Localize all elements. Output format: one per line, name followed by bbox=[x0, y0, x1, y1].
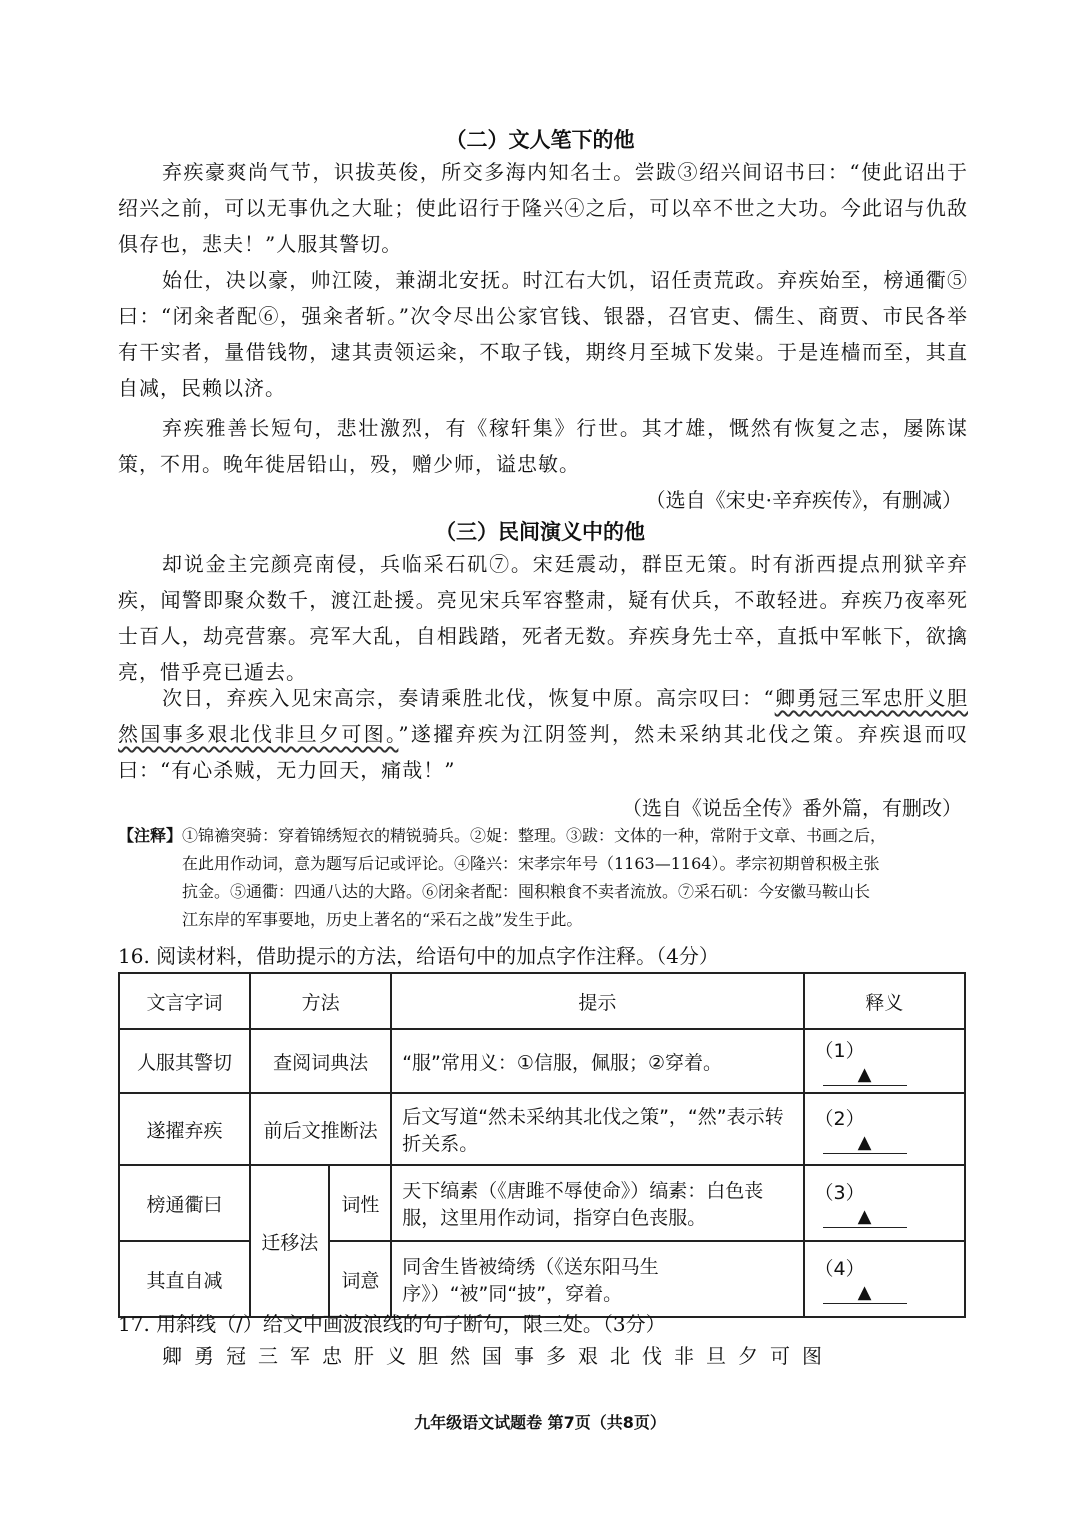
question-17-sentence[interactable]: 卿勇冠三军忠肝义胆然国事多艰北伐非旦夕可图 bbox=[162, 1344, 834, 1368]
answer-cell-1[interactable]: （1）▲ bbox=[804, 1029, 965, 1093]
row-word: 遂擢弃疾 bbox=[119, 1093, 250, 1165]
row-hint: 后文写道“然未采纳其北伐之策”，“然”表示转折关系。 bbox=[391, 1093, 803, 1165]
answer-cell-3[interactable]: （3）▲ bbox=[804, 1165, 965, 1241]
section-2-paragraph-1: 弃疾豪爽尚气节，识拔英俊，所交多海内知名士。尝跋③绍兴间诏书曰：“使此诏出于绍兴之前，可以无事仇之大耻；使此诏行于隆兴④之后，可以卒不世之大功。今此诏与仇敌俱存也，悲夫！”人服其警切。 bbox=[118, 160, 968, 256]
annotation-line-1: 【注释】①锦襜突骑：穿着锦绣短衣的精锐骑兵。②娖：整理。③跋：文体的一种，常附于文章、书画之后， bbox=[118, 826, 887, 845]
answer-cell-4[interactable]: （4）▲ bbox=[804, 1241, 965, 1317]
answer-blank[interactable]: ▲ bbox=[823, 1065, 907, 1086]
row-sub-method: 词性 bbox=[329, 1165, 391, 1241]
section-3-paragraph-2 bbox=[118, 680, 968, 788]
section-3-paragraph-1: 却说金主完颜亮南侵，兵临采石矶⑦。宋廷震动，群臣无策。时有浙西提点刑狱辛弃疾，闻警即聚众数千，渡江赴援。亮见宋兵军容整肃，疑有伏兵，不敢轻进。弃疾乃夜率死士百人，劫亮营寨。亮军大乱，自相践踏，死者无数。弃疾身先士卒，直抵中军帐下，欲擒亮，惜乎亮已遁去。 bbox=[118, 552, 968, 684]
annotation-line-4: 江东岸的军事要地，历史上著名的“采石之战”发生于此。 bbox=[182, 910, 583, 929]
header-method: 方法 bbox=[250, 973, 391, 1029]
question-16-prompt: 16. 阅读材料，借助提示的方法，给语句中的加点字作注释。（4分） bbox=[118, 944, 719, 968]
annotation-line-2: 在此用作动词，意为题写后记或评论。④隆兴：宋孝宗年号（1163—1164）。孝宗初期曾积极主张 bbox=[182, 854, 880, 873]
header-word: 文言字词 bbox=[119, 973, 250, 1029]
table-row bbox=[119, 1241, 965, 1317]
row-sub-method: 词意 bbox=[329, 1241, 391, 1317]
table-row bbox=[119, 1165, 965, 1241]
annotations bbox=[118, 822, 968, 934]
row-method: 迁移法 bbox=[250, 1165, 330, 1317]
header-hint: 提示 bbox=[391, 973, 803, 1029]
table-header-row bbox=[119, 973, 965, 1029]
paragraph-text-before: 次日，弃疾入见宋高宗，奏请乘胜北伐，恢复中原。高宗叹曰：“ bbox=[162, 686, 775, 710]
wavy-underlined-sentence: 卿勇冠三军忠肝义胆然国事多艰北伐非旦夕可图。 bbox=[118, 686, 968, 746]
question-17-prompt: 17. 用斜线（/）给文中画波浪线的句子断句，限三处。（3分） bbox=[118, 1312, 666, 1336]
row-method: 前后文推断法 bbox=[250, 1093, 391, 1165]
answer-blank[interactable]: ▲ bbox=[823, 1207, 907, 1228]
row-hint: “服”常用义：①信服，佩服；②穿着。 bbox=[391, 1029, 803, 1093]
row-hint: 天下缟素（《唐雎不辱使命》）缟素：白色丧服，这里用作动词，指穿白色丧服。 bbox=[391, 1165, 803, 1241]
section-2-paragraph-3: 弃疾雅善长短句，悲壮激烈，有《稼轩集》行世。其才雄，慨然有恢复之志，屡陈谋策，不用。晚年徙居铅山，殁，赠少师，谥忠敏。 bbox=[118, 416, 968, 476]
section-2-paragraph-2: 始仕，决以豪，帅江陵，兼湖北安抚。时江右大饥，诏任责荒政。弃疾始至，榜通衢⑤曰：“闭籴者配⑥，强籴者斩。”次令尽出公家官钱、银器，召官吏、儒生、商贾、市民各举有干实者，量借钱物，逮其责领运籴，不取子钱，期终月至城下发粜。于是连樯而至，其直自减，民赖以济。 bbox=[118, 268, 968, 400]
answer-cell-2[interactable]: （2）▲ bbox=[804, 1093, 965, 1165]
row-word: 人服其警切 bbox=[119, 1029, 250, 1093]
answer-blank[interactable]: ▲ bbox=[823, 1133, 907, 1154]
page-footer: 九年级语文试题卷 第7页（共8页） bbox=[414, 1413, 666, 1432]
section-3-title: （三）民间演义中的他 bbox=[435, 520, 645, 544]
row-hint: 同舍生皆被绮绣（《送东阳马生序》）“被”同“披”，穿着。 bbox=[391, 1241, 803, 1317]
section-2-source: （选自《宋史·辛弃疾传》，有删减） bbox=[645, 488, 962, 512]
answer-blank[interactable]: ▲ bbox=[823, 1283, 907, 1304]
row-word: 其直自减 bbox=[119, 1241, 250, 1317]
paragraph-text-after: ”遂擢弃疾为江阴签判，然未采纳其北伐之策。弃疾退而叹曰：“有心杀贼，无力回天，痛哉！” bbox=[118, 722, 968, 782]
section-3-source: （选自《说岳全传》番外篇，有删改） bbox=[622, 796, 962, 820]
row-word: 榜通衢曰 bbox=[119, 1165, 250, 1241]
header-meaning: 释义 bbox=[804, 973, 965, 1029]
row-method: 查阅词典法 bbox=[250, 1029, 391, 1093]
annotation-label: 【注释】 bbox=[118, 826, 183, 845]
annotation-line-3: 抗金。⑤通衢：四通八达的大路。⑥闭籴者配：囤积粮食不卖者流放。⑦采石矶：今安徽马鞍山长 bbox=[182, 882, 871, 901]
section-2-title: （二）文人笔下的他 bbox=[445, 128, 635, 152]
table-row bbox=[119, 1093, 965, 1165]
table-row bbox=[119, 1029, 965, 1093]
question-16-table bbox=[118, 972, 966, 1318]
